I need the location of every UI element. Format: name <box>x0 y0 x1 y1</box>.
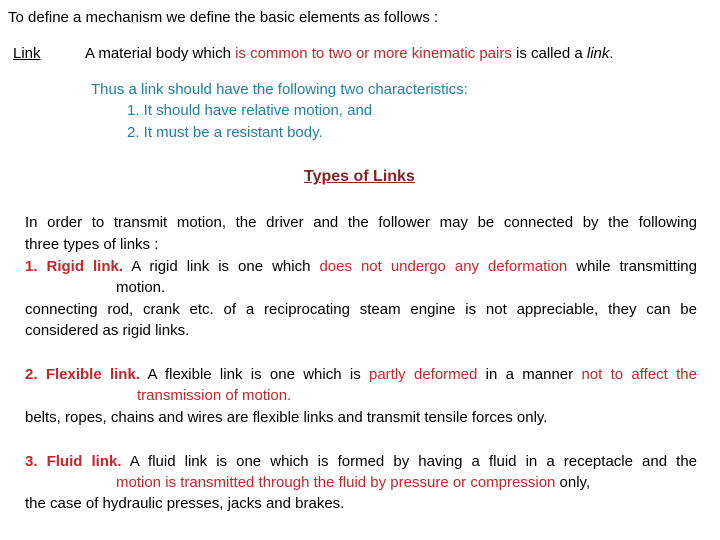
rigid-link-example: considered as rigid links. <box>25 322 190 339</box>
page-heading: To define a mechanism we define the basic elements as follows : <box>8 9 439 26</box>
intro-line: In order to transmit motion, the driver and the follower may be connected by the following <box>25 214 697 231</box>
link-definition: A material body which is common to two or more kinematic pairs is called a link. <box>85 45 614 62</box>
characteristics-intro: Thus a link should have the following two characteristics: <box>91 81 468 98</box>
flexible-link-definition: 2. Flexible link. A flexible link is one which is partly deformed in a manner not to affect the <box>25 366 697 383</box>
rigid-link-example: connecting rod, crank etc. of a reciprocating steam engine is not appreciable, they can be <box>25 301 697 318</box>
characteristic-item: 1. It should have relative motion, and <box>127 102 373 119</box>
flexible-link-example: belts, ropes, chains and wires are flexible links and transmit tensile forces only. <box>25 409 548 426</box>
characteristic-item: 2. It must be a resistant body. <box>127 124 323 141</box>
fluid-link-example: the case of hydraulic presses, jacks and brakes. <box>25 495 345 512</box>
rigid-link-continuation: motion. <box>116 279 166 296</box>
fluid-link-continuation: motion is transmitted through the fluid by pressure or compression only, <box>116 474 591 491</box>
fluid-link-definition: 3. Fluid link. A fluid link is one which is formed by having a fluid in a receptacle and the <box>25 453 698 470</box>
rigid-link-definition: 1. Rigid link. A rigid link is one which does not undergo any deformation while transmitting <box>25 258 697 275</box>
link-term: Link <box>13 45 41 62</box>
flexible-link-continuation: transmission of motion. <box>137 387 292 404</box>
intro-line: three types of links : <box>25 236 159 253</box>
section-title: Types of Links <box>304 168 415 185</box>
